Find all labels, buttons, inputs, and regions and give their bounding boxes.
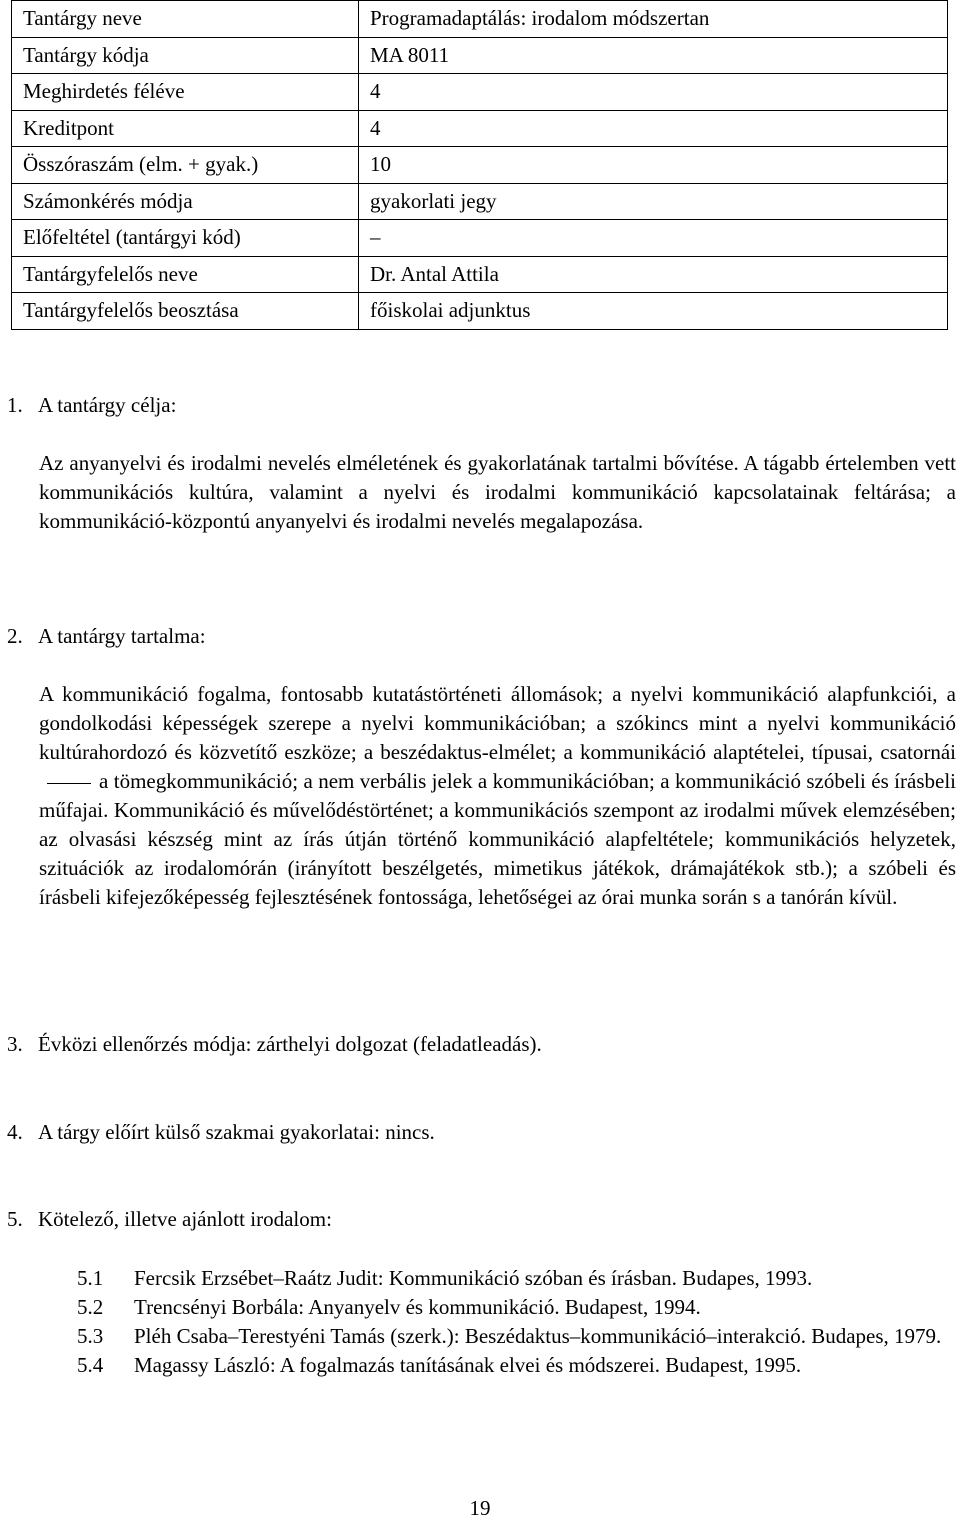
page-number: 19: [469, 1496, 491, 1520]
row-label: Meghirdetés féléve: [12, 74, 359, 111]
table-row: [12, 293, 948, 330]
row-value: gyakorlati jegy: [359, 183, 948, 220]
table-row: [12, 110, 948, 147]
reference-text: Fercsik Erzsébet–Raátz Judit: Kommunikáció szóban és írásban. Budapes, 1993.: [134, 1266, 813, 1290]
table-row: [12, 1, 948, 38]
reference-number: 5.1: [77, 1266, 104, 1290]
row-label: Tantárgy neve: [12, 1, 359, 38]
section-title: A tantárgy tartalma:: [38, 624, 206, 648]
section-heading-practice: [7, 1118, 435, 1147]
reference-number: 5.3: [77, 1324, 104, 1348]
section-number: 5.: [7, 1207, 23, 1231]
reference-text: Trencsényi Borbála: Anyanyelv és kommunikáció. Budapest, 1994.: [134, 1295, 701, 1319]
table-row: [12, 147, 948, 184]
section-number: 3.: [7, 1032, 23, 1056]
row-value: Programadaptálás: irodalom módszertan: [359, 1, 948, 38]
section-title: Kötelező, illetve ajánlott irodalom:: [38, 1207, 332, 1231]
section-heading-literature: [7, 1205, 332, 1234]
course-info-table: [11, 0, 948, 330]
content-text-part-1: A kommunikáció fogalma, fontosabb kutatástörténeti állomások; a nyelvi kommunikáció alapfunkciói, a gondolkodási képességek szerepe a nyelvi kommunikációban; a szókincs mint a nyelvi kommunikáció kultúrahordozó és közvetítő eszköze; a beszédaktus-elmélet; a kommunikáció alaptételei, típusai, csatornái: [39, 682, 956, 764]
section-heading-content: [7, 622, 206, 651]
table-row: [12, 256, 948, 293]
row-label: Tantárgyfelelős neve: [12, 256, 359, 293]
section-title: A tárgy előírt külső szakmai gyakorlatai: nincs.: [38, 1120, 435, 1144]
goal-text: Az anyanyelvi és irodalmi nevelés elméletének és gyakorlatának tartalmi bővítése. A tágabb értelemben vett kommunikációs kultúra, valamint a nyelvi és irodalmi kommunikáció kapcsolatainak feltárása; a kommunikáció-központú anyanyelvi és irodalmi nevelés megalapozása.: [39, 451, 956, 533]
row-value: 4: [359, 110, 948, 147]
section-number: 1.: [7, 393, 23, 417]
table-row: [12, 37, 948, 74]
section-title: A tantárgy célja:: [38, 393, 177, 417]
row-label: Tantárgy kódja: [12, 37, 359, 74]
reference-number: 5.4: [77, 1353, 104, 1377]
reference-text: Pléh Csaba–Terestyéni Tamás (szerk.): Beszédaktus–kommunikáció–interakció. Budapes, 1979.: [134, 1324, 942, 1348]
reference-text: Magassy László: A fogalmazás tanításának elvei és módszerei. Budapest, 1995.: [134, 1353, 802, 1377]
content-text: [39, 680, 956, 912]
list-item: [77, 1293, 957, 1322]
reference-list: [77, 1264, 957, 1380]
row-label: Kreditpont: [12, 110, 359, 147]
row-value: MA 8011: [359, 37, 948, 74]
goal-paragraph: [39, 449, 956, 536]
section-number: 2.: [7, 624, 23, 648]
table-row: [12, 74, 948, 111]
reference-number: 5.2: [77, 1295, 104, 1319]
row-value: –: [359, 220, 948, 257]
content-text-part-2: a tömegkommunikáció; a nem verbális jelek a kommunikációban; a kommunikáció szóbeli és írásbeli műfajai. Kommunikáció és művelődéstörténet; a kommunikációs szempont az irodalmi művek elemzésében; az olvasási készség mint az írás útján történő kommunikáció alapfeltétele; kommunikációs helyzetek, szituációk az irodalomórán (irányított beszélgetés, mimetikus játékok, drámajátékok stb.); a szóbeli és írásbeli kifejezőképesség fejlesztésének fontossága, lehetőségei az órai munka során s a tanórán kívül.: [39, 769, 956, 909]
section-number: 4.: [7, 1120, 23, 1144]
row-value: 4: [359, 74, 948, 111]
content-paragraph: [39, 680, 956, 912]
table-row: [12, 220, 948, 257]
row-value: 10: [359, 147, 948, 184]
section-title: Évközi ellenőrzés módja: zárthelyi dolgozat (feladatleadás).: [38, 1032, 542, 1056]
row-value: főiskolai adjunktus: [359, 293, 948, 330]
row-label: Számonkérés módja: [12, 183, 359, 220]
row-label: Előfeltétel (tantárgyi kód): [12, 220, 359, 257]
row-label: Összóraszám (elm. + gyak.): [12, 147, 359, 184]
list-item: [77, 1322, 957, 1351]
row-label: Tantárgyfelelős beosztása: [12, 293, 359, 330]
section-heading-goal: [7, 391, 176, 420]
list-item: [77, 1264, 957, 1293]
section-heading-assessment: [7, 1030, 542, 1059]
row-value: Dr. Antal Attila: [359, 256, 948, 293]
em-dash-line: [47, 783, 91, 784]
table-row: [12, 183, 948, 220]
list-item: [77, 1351, 957, 1380]
